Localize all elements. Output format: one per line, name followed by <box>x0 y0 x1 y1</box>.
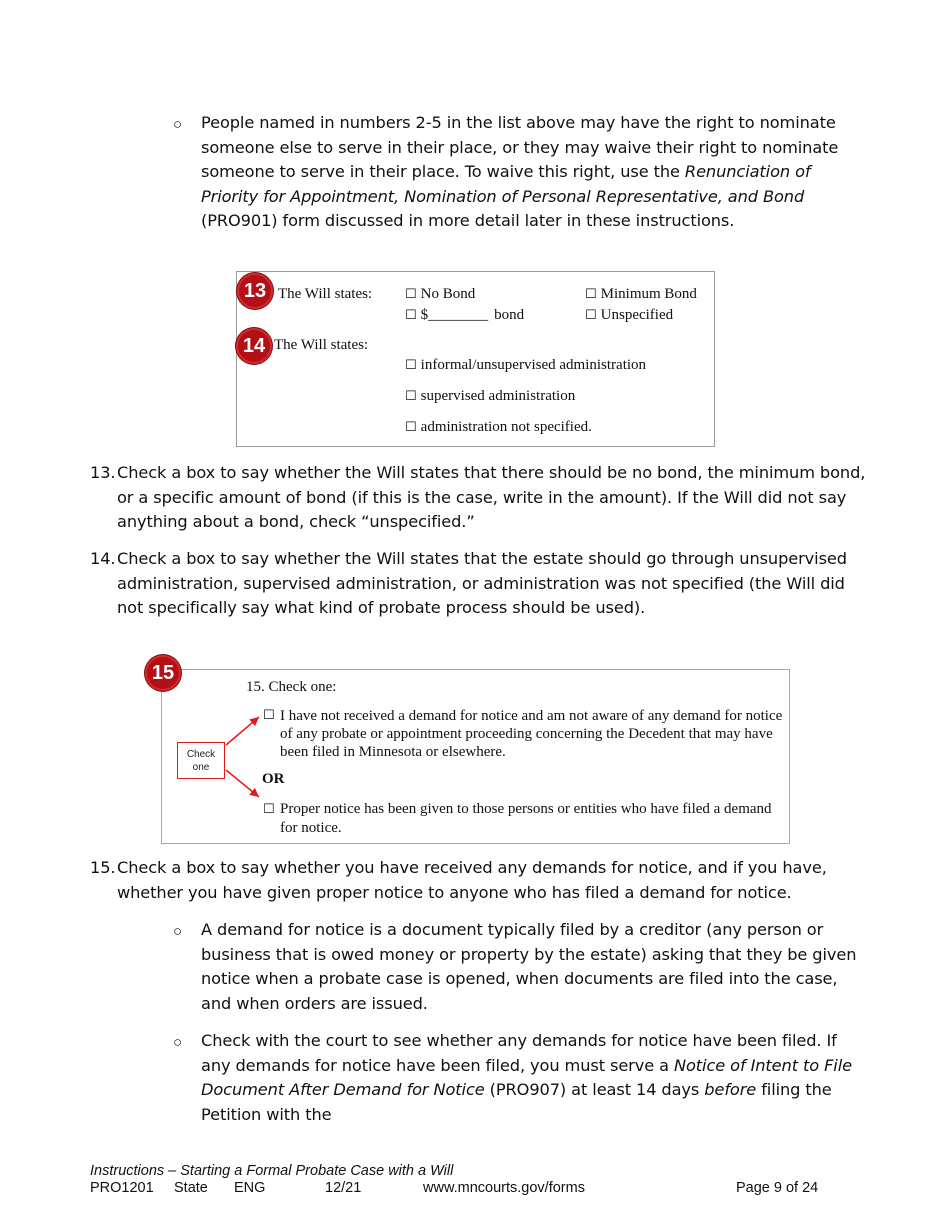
footer-state: State <box>174 1180 208 1196</box>
item-14-number: 14. <box>90 549 116 568</box>
checkbox-icon: ☐ <box>263 802 275 817</box>
minimum-bond-option: ☐ Minimum Bond <box>585 286 697 302</box>
will-states-label-admin: The Will states: <box>274 337 369 353</box>
option-proper-notice: ☐ Proper notice has been given to those persons or entities who have filed a demand for notice. <box>263 801 772 836</box>
item-13-text: Check a box to say whether the Will states that there should be no bond, the minimum bond, or a specific amount of bond (if this is the case, write in the amount). If the Will did not say anything about a bond, check “unspecified.” <box>117 463 866 531</box>
checkbox-icon: ☐ <box>585 308 597 323</box>
checkbox-icon: ☐ <box>405 287 417 302</box>
checkbox-icon: ☐ <box>585 287 597 302</box>
not-specified-option: ☐ administration not specified. <box>405 419 592 435</box>
item-15-number: 15. <box>90 858 116 877</box>
checkbox-icon: ☐ <box>405 420 417 435</box>
no-bond-option: ☐ No Bond <box>405 286 476 302</box>
bullet-icon: ○ <box>173 1034 183 1051</box>
bullet-paragraph <box>201 918 861 1016</box>
bullet-paragraph <box>201 1029 866 1127</box>
text-run: (PRO907) at least 14 days <box>484 1080 705 1099</box>
arrow-to-option-2 <box>226 770 259 797</box>
unspecified-option: ☐ Unspecified <box>585 307 674 323</box>
italic-text: Renunciation of Priority for Appointment, Nomination of Personal Representative, and Bond <box>201 162 811 206</box>
checkbox-icon: ☐ <box>405 308 417 323</box>
text-run: A demand for notice is a document typically filed by a creditor (any person or business that is owed money or property by the estate) asking that they be given notice when a probate case is opened, when documents are filed into the case, and when orders are issued. <box>201 920 857 1013</box>
check-one-heading: 15. Check one: <box>246 679 337 695</box>
text-run: Check with the court to see whether any demands for notice have been filed. If any demands for notice have been filed, you must serve a <box>201 1031 837 1075</box>
item-14-text: Check a box to say whether the Will states that the estate should go through unsupervised administration, supervised administration, or administration was not specified (the Will did not specifically say what kind of probate process should be used). <box>117 549 847 617</box>
will-states-label-bond: The Will states: <box>278 286 373 302</box>
check-one-callout: Check one <box>177 742 225 779</box>
checkbox-icon: ☐ <box>405 358 417 373</box>
arrow-to-option-1 <box>226 717 259 745</box>
badge-14: 14 <box>236 328 272 364</box>
footer-title: Instructions – Starting a Formal Probate Case with a Will <box>90 1163 454 1179</box>
text-run: filing the Petition with the <box>201 1080 832 1124</box>
dollar-bond-option: ☐ $________ bond <box>405 307 525 323</box>
text-run: People named in numbers 2-5 in the list above may have the right to nominate someone else to serve in their place, or they may waive their right to nominate someone to serve in their place. To waive this right, use the <box>201 113 839 181</box>
item-13-number: 13. <box>90 463 116 482</box>
footer-url[interactable]: www.mncourts.gov/forms <box>423 1180 585 1196</box>
bullet-icon: ○ <box>173 923 183 940</box>
or-label: OR <box>262 771 285 787</box>
footer-date: 12/21 <box>325 1180 362 1196</box>
item-15-text: Check a box to say whether you have received any demands for notice, and if you have, whether you have given proper notice to anyone who has filed a demand for notice. <box>117 858 827 902</box>
footer-form-id: PRO1201 <box>90 1180 154 1196</box>
informal-admin-option: ☐ informal/unsupervised administration <box>405 357 647 373</box>
footer-page-number: Page 9 of 24 <box>736 1180 819 1196</box>
footer-lang: ENG <box>234 1180 266 1196</box>
text-run: (PRO901) form discussed in more detail later in these instructions. <box>201 211 735 230</box>
italic-text: Notice of Intent to File Document After Demand for Notice <box>201 1055 852 1099</box>
bullet-icon: ○ <box>173 116 183 133</box>
badge-13: 13 <box>237 273 273 309</box>
badge-15: 15 <box>145 655 181 691</box>
checkbox-icon: ☐ <box>405 389 417 404</box>
supervised-admin-option: ☐ supervised administration <box>405 388 576 404</box>
option-no-demand: ☐ I have not received a demand for notice and am not aware of any demand for notice of any probate or appointment proceeding concerning the Decedent that may have been filed in Minnesota or elsewhere. <box>263 708 783 760</box>
italic-text: before <box>704 1080 757 1099</box>
checkbox-icon: ☐ <box>263 708 275 723</box>
